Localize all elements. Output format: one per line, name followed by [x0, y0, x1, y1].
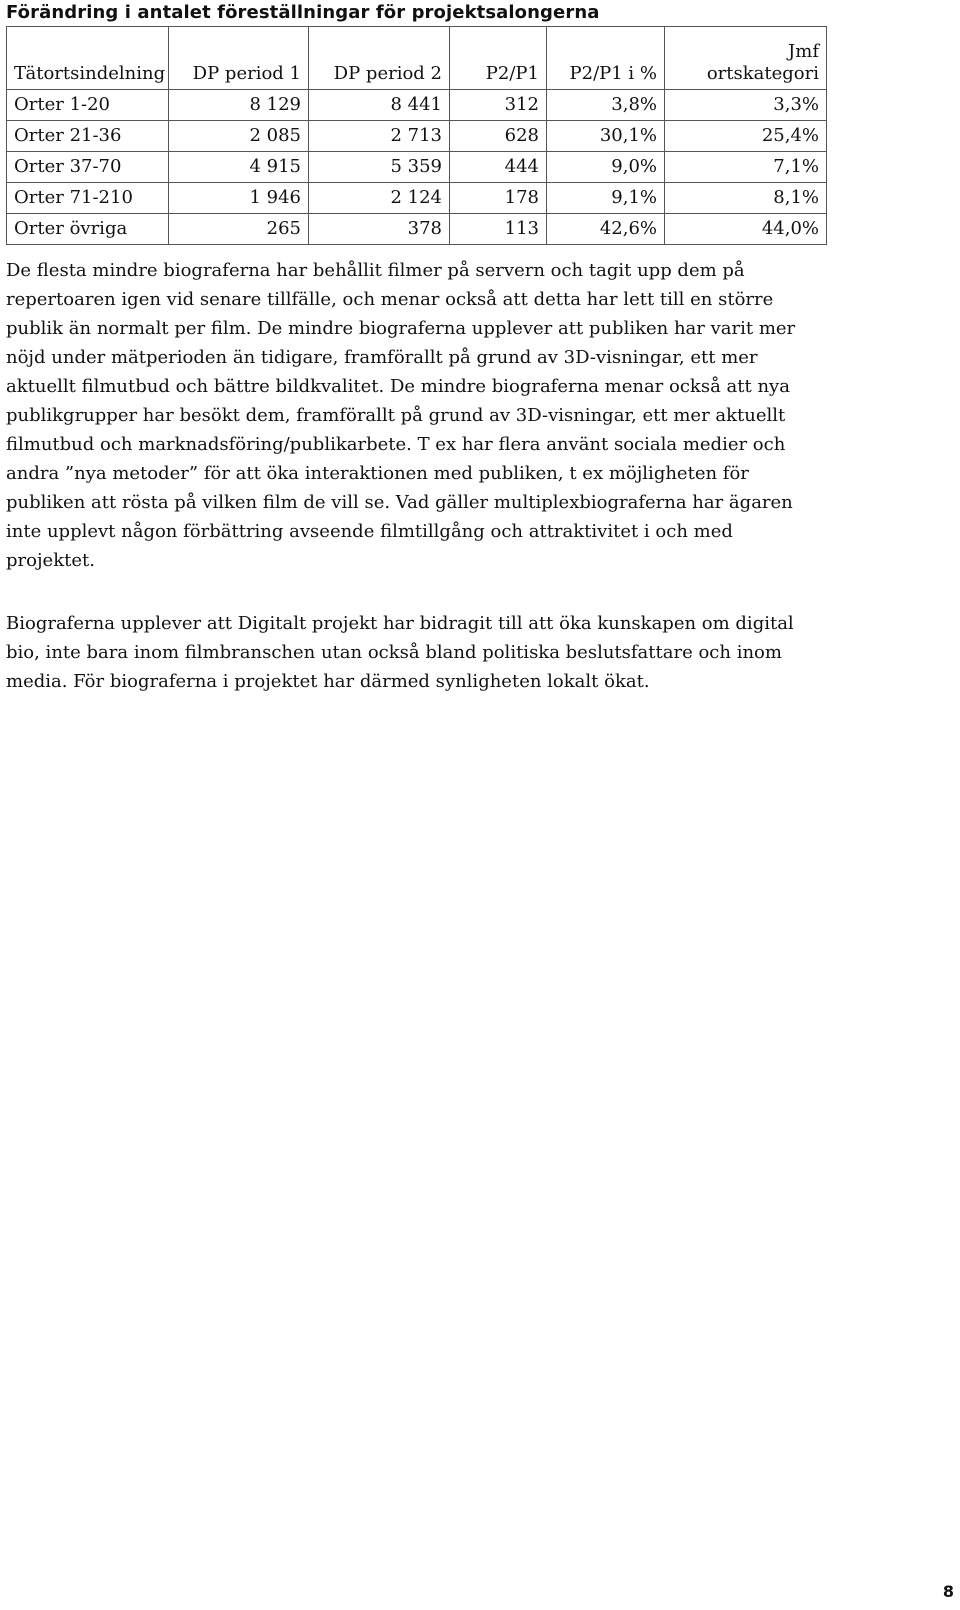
body-paragraph-1	[6, 256, 814, 575]
paragraph-line: De flesta mindre biograferna har behållit filmer på servern och tagit upp dem på	[6, 260, 745, 281]
paragraph-line: projektet.	[6, 550, 95, 571]
header-dp-period-2: DP period 2	[309, 27, 450, 90]
cell-dp-period-2: 8 441	[309, 90, 450, 121]
cell-p2-p1: 312	[450, 90, 547, 121]
cell-dp-period-1: 2 085	[169, 121, 309, 152]
cell-dp-period-1: 4 915	[169, 152, 309, 183]
header-dp-period-1: DP period 1	[169, 27, 309, 90]
paragraph-line: andra ”nya metoder” för att öka interaktionen med publiken, t ex möjligheten för	[6, 463, 749, 484]
paragraph-line: nöjd under mätperioden än tidigare, framförallt på grund av 3D-visningar, ett mer	[6, 347, 758, 368]
cell-p2-p1-percent: 3,8%	[547, 90, 665, 121]
paragraph-line: inte upplevt någon förbättring avseende filmtillgång och attraktivitet i och med	[6, 521, 733, 542]
header-jmf: Jmf	[788, 41, 819, 62]
cell-dp-period-1: 8 129	[169, 90, 309, 121]
cell-jmf-ortskategori: 25,4%	[665, 121, 827, 152]
cell-category: Orter övriga	[7, 214, 169, 245]
header-jmf-ortskategori	[665, 27, 827, 90]
cell-p2-p1-percent: 9,0%	[547, 152, 665, 183]
paragraph-line: publik än normalt per film. De mindre biograferna upplever att publiken har varit mer	[6, 318, 796, 339]
table-row	[7, 214, 827, 245]
table-row	[7, 121, 827, 152]
cell-jmf-ortskategori: 8,1%	[665, 183, 827, 214]
cell-jmf-ortskategori: 44,0%	[665, 214, 827, 245]
header-tatortsindelning: Tätortsindelning	[7, 27, 169, 90]
cell-dp-period-2: 5 359	[309, 152, 450, 183]
page-number: 8	[942, 1582, 954, 1601]
cell-p2-p1: 113	[450, 214, 547, 245]
cell-jmf-ortskategori: 7,1%	[665, 152, 827, 183]
table-heading: Förändring i antalet föreställningar för projektsalongerna	[6, 2, 600, 23]
header-p2-p1: P2/P1	[450, 27, 547, 90]
cell-dp-period-1: 265	[169, 214, 309, 245]
paragraph-line: filmutbud och marknadsföring/publikarbete. T ex har flera använt sociala medier och	[6, 434, 786, 455]
paragraph-line: media. För biograferna i projektet har därmed synligheten lokalt ökat.	[6, 671, 650, 692]
cell-p2-p1: 178	[450, 183, 547, 214]
table-row	[7, 183, 827, 214]
table-row	[7, 152, 827, 183]
body-paragraph-2	[6, 609, 814, 696]
cell-jmf-ortskategori: 3,3%	[665, 90, 827, 121]
header-p2-p1-percent: P2/P1 i %	[547, 27, 665, 90]
cell-category: Orter 21-36	[7, 121, 169, 152]
cell-dp-period-2: 378	[309, 214, 450, 245]
cell-dp-period-1: 1 946	[169, 183, 309, 214]
cell-p2-p1-percent: 30,1%	[547, 121, 665, 152]
cell-category: Orter 37-70	[7, 152, 169, 183]
table-header-row	[7, 27, 827, 90]
cell-dp-period-2: 2 124	[309, 183, 450, 214]
paragraph-line: publikgrupper har besökt dem, framförallt på grund av 3D-visningar, ett mer aktuellt	[6, 405, 786, 426]
paragraph-line: publiken att rösta på vilken film de vill se. Vad gäller multiplexbiograferna har ägaren	[6, 492, 793, 513]
performances-table	[6, 26, 827, 245]
cell-p2-p1-percent: 9,1%	[547, 183, 665, 214]
cell-p2-p1-percent: 42,6%	[547, 214, 665, 245]
paragraph-line: repertoaren igen vid senare tillfälle, och menar också att detta har lett till en större	[6, 289, 774, 310]
header-ortskategori: ortskategori	[706, 63, 819, 84]
cell-p2-p1: 628	[450, 121, 547, 152]
paragraph-line: aktuellt filmutbud och bättre bildkvalitet. De mindre biograferna menar också att nya	[6, 376, 790, 397]
cell-category: Orter 71-210	[7, 183, 169, 214]
paragraph-line: Biograferna upplever att Digitalt projekt har bidragit till att öka kunskapen om digital	[6, 613, 794, 634]
cell-category: Orter 1-20	[7, 90, 169, 121]
cell-dp-period-2: 2 713	[309, 121, 450, 152]
table-row	[7, 90, 827, 121]
cell-p2-p1: 444	[450, 152, 547, 183]
paragraph-line: bio, inte bara inom filmbranschen utan också bland politiska beslutsfattare och inom	[6, 642, 782, 663]
